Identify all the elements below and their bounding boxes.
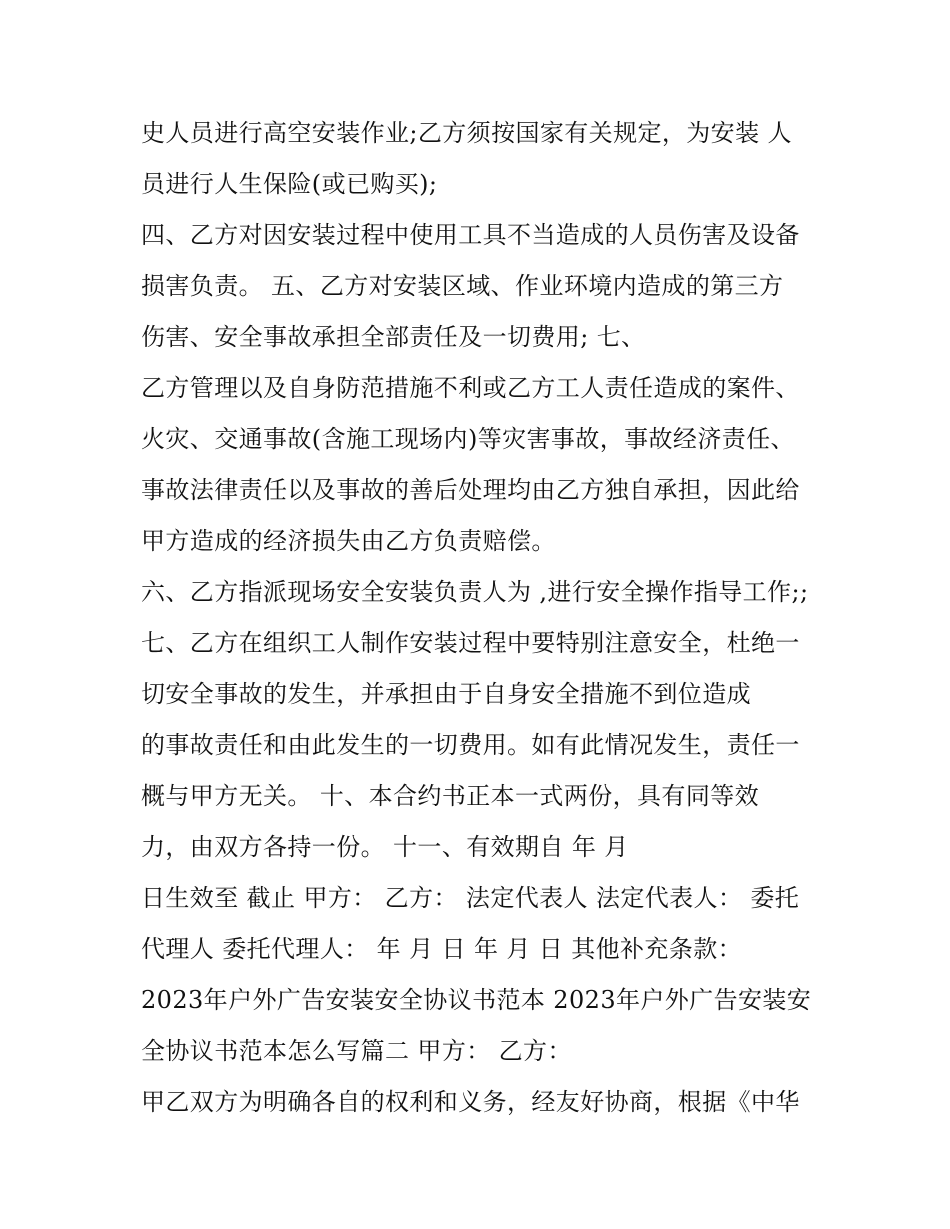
- text-line: 七、乙方在组织工人制作安装过程中要特别注意安全，杜绝一: [141, 629, 800, 657]
- text-line: 力，由双方各持一份。 十一、有效期自 年 月: [141, 833, 629, 861]
- text-line: 甲乙双方为明确各自的权利和义务，经友好协商，根据《中华: [141, 1088, 800, 1116]
- text-line: 损害负责。 五、乙方对安装区域、作业环境内造成的第三方: [141, 272, 784, 300]
- text-line: 乙方管理以及自身防范措施不利或乙方工人责任造成的案件、: [141, 374, 800, 402]
- text-line: 事故法律责任以及事故的善后处理均由乙方独自承担，因此给: [141, 476, 800, 504]
- text-line: 伤害、安全事故承担全部责任及一切费用; 七、: [141, 323, 646, 351]
- text-line: 六、乙方指派现场安全安装负责人为 ,进行安全操作指导工作;;: [141, 578, 809, 606]
- text-line: 史人员进行高空安装作业;乙方须按国家有关规定，为安装 人: [141, 119, 792, 147]
- text-line: 切安全事故的发生，并承担由于自身安全措施不到位造成: [141, 680, 751, 708]
- text-line: 全协议书范本怎么写篇二 甲方： 乙方：: [141, 1037, 572, 1065]
- text-line: 2023年户外广告安装安全协议书范本 2023年户外广告安装安: [141, 986, 812, 1014]
- document-body: [141, 108, 821, 1128]
- text-line: 四、乙方对因安装过程中使用工具不当造成的人员伤害及设备: [141, 221, 800, 249]
- text-line: 代理人 委托代理人： 年 月 日 年 月 日 其他补充条款：: [141, 935, 743, 963]
- text-line: 员进行人生保险(或已购买);: [141, 170, 438, 198]
- text-line: 的事故责任和由此发生的一切费用。如有此情况发生，责任一: [141, 731, 800, 759]
- text-line: 概与甲方无关。 十、本合约书正本一式两份，具有同等效: [141, 782, 760, 810]
- text-line: 甲方造成的经济损失由乙方负责赔偿。: [141, 527, 556, 555]
- text-line: 日生效至 截止 甲方： 乙方： 法定代表人 法定代表人： 委托: [141, 884, 800, 912]
- text-line: 火灾、交通事故(含施工现场内)等灾害事故，事故经济责任、: [141, 425, 795, 453]
